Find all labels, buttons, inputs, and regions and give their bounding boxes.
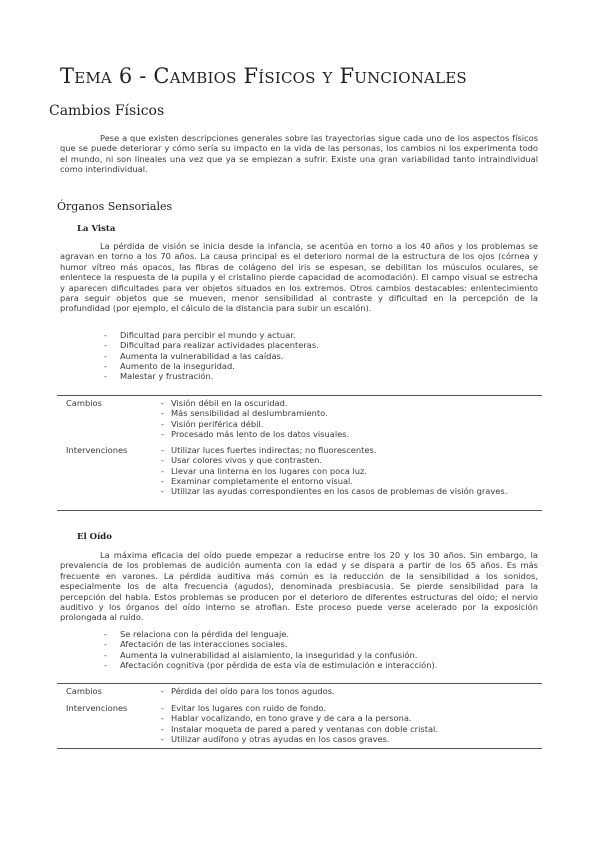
list-item: - Afectación de las interacciones sociales. xyxy=(104,639,534,649)
list-item: - Afectación cognitiva (por pérdida de esta vía de estimulación e interacción). xyxy=(104,660,534,670)
page-title: Tema 6 - Cambios Físicos y Funcionales xyxy=(60,64,467,88)
table-top-rule xyxy=(57,395,542,396)
list-item: - Malestar y frustración. xyxy=(104,371,534,381)
vista-heading: La Vista xyxy=(77,224,116,234)
list-item: - Aumenta la vulnerabilidad al aislamiento, la inseguridad y la confusión. xyxy=(104,650,534,660)
list-item: - Evitar los lugares con ruido de fondo. xyxy=(161,703,534,713)
table-top-rule xyxy=(57,683,542,684)
oido-effects-list xyxy=(104,629,534,670)
list-item: - Pérdida del oído para los tonos agudos. xyxy=(161,686,534,696)
list-item: - Procesado más lento de los datos visuales. xyxy=(161,429,534,439)
oido-intervenciones-list xyxy=(161,703,534,744)
list-item: - Aumenta la vulnerabilidad a las caídas. xyxy=(104,351,534,361)
oido-cambios-label: Cambios xyxy=(66,686,102,696)
vista-paragraph: La pérdida de visión se inicia desde la infancia, se acentúa en torno a los 40 años y los problemas se agravan en torno a los 70 años. La causa principal es el deterioro normal de la estructura de los ojos (córnea y humor vítreo más opacos, las fibras de colágeno del iris se espesan, se debilitan los músculos oculares, se enlentece la respuesta de la pupila y el cristalino pierde capacidad de acomodación). El campo visual se estrecha y aparecen dificultades para ver objetos situados en los extremos. Otros cambios destacables: enlentecimiento para seguir objetos que se mueven, menor sensibilidad al contraste y dificultad en la percepción de la profundidad (por ejemplo, el cálculo de la distancia para subir un escalón). xyxy=(60,241,538,314)
list-item: - Visión débil en la oscuridad. xyxy=(161,398,534,408)
vista-intervenciones-list xyxy=(161,445,534,496)
vista-cambios-list xyxy=(161,398,534,439)
list-item: - Usar colores vivos y que contrasten. xyxy=(161,455,534,465)
vista-effects-list xyxy=(104,330,534,381)
list-item: - Más sensibilidad al deslumbramiento. xyxy=(161,408,534,418)
list-item: - Utilizar audífono y otras ayudas en los casos graves. xyxy=(161,734,534,744)
list-item: - Utilizar luces fuertes indirectas; no fluorescentes. xyxy=(161,445,534,455)
vista-cambios-label: Cambios xyxy=(66,398,102,408)
table-bottom-rule xyxy=(57,748,542,749)
oido-paragraph: La máxima eficacia del oído puede empezar a reducirse entre los 20 y los 30 años. Sin embargo, la prevalencia de los problemas de audición aumenta con la edad y se dispara a partir de los 65 años. Es más frecuente en varones. La pérdida auditiva más común es la reducción de la sensibilidad a los sonidos, especialmente los de alta frecuencia (agudos), denominada presbiacusia. Se pierde sensibilidad para la percepción del habla. Estos problemas se producen por el deterioro de diferentes estructuras del oído; el nervio auditivo y los órganos del oído interno se atrofian. Este proceso puede verse acelerado por la exposición prolongada al ruido. xyxy=(60,550,538,623)
list-item: - Se relaciona con la pérdida del lenguaje. xyxy=(104,629,534,639)
oido-intervenciones-label: Intervenciones xyxy=(66,703,128,713)
list-item: - Visión periférica débil. xyxy=(161,419,534,429)
list-item: - Llevar una linterna en los lugares con poca luz. xyxy=(161,466,534,476)
list-item: - Aumento de la inseguridad. xyxy=(104,361,534,371)
list-item: - Examinar completamente el entorno visual. xyxy=(161,476,534,486)
vista-intervenciones-label: Intervenciones xyxy=(66,445,128,455)
section-title: Cambios Físicos xyxy=(49,103,165,119)
list-item: - Dificultad para percibir el mundo y actuar. xyxy=(104,330,534,340)
intro-paragraph: Pese a que existen descripciones generales sobre las trayectorias sigue cada uno de los aspectos físicos que se puede deteriorar y cómo sería su impacto en la vida de las personas, los cambios ni los experimenta todo el mundo, ni son lineales una vez que ya se empiezan a sufrir. Existe una gran variabilidad tanto intraindividual como interindividual. xyxy=(60,133,538,175)
list-item: - Hablar vocalizando, en tono grave y de cara a la persona. xyxy=(161,713,534,723)
table-bottom-rule xyxy=(57,510,542,511)
list-item: - Instalar moqueta de pared a pared y ventanas con doble cristal. xyxy=(161,724,534,734)
subsection-title: Órganos Sensoriales xyxy=(57,200,173,213)
oido-cambios-list xyxy=(161,686,534,696)
oido-heading: El Oído xyxy=(77,532,112,542)
list-item: - Utilizar las ayudas correspondientes en los casos de problemas de visión graves. xyxy=(161,486,534,496)
list-item: - Dificultad para realizar actividades placenteras. xyxy=(104,340,534,350)
